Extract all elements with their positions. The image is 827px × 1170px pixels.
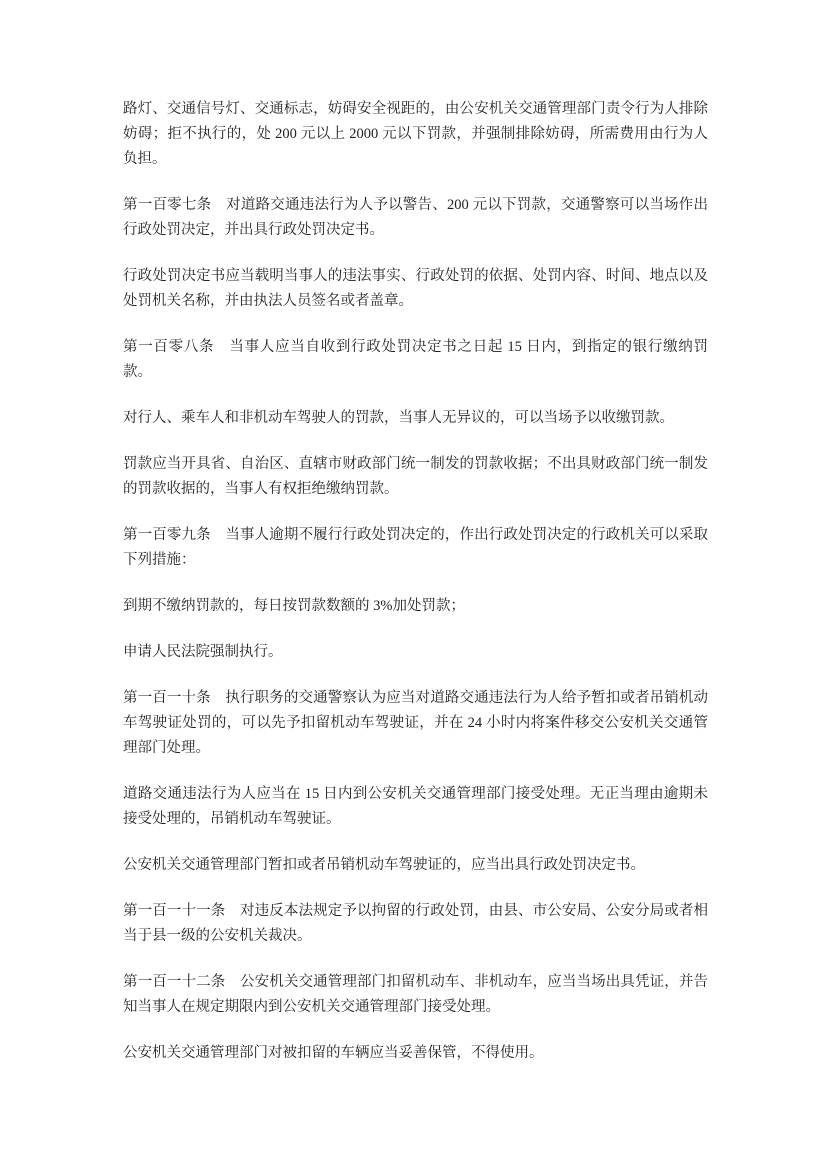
- law-article-112: 第一百一十二条 公安机关交通管理部门扣留机动车、非机动车，应当当场出具凭证，并告知当事人在规定期限内到公安机关交通管理部门接受处理。: [123, 974, 708, 1015]
- law-paragraph: 到期不缴纳罚款的，每日按罚款数额的 3%加处罚款；: [123, 598, 465, 614]
- law-article-108: 第一百零八条 当事人应当自收到行政处罚决定书之日起 15 日内，到指定的银行缴纳罚款。: [123, 339, 708, 380]
- law-paragraph: 路灯、交通信号灯、交通标志，妨碍安全视距的，由公安机关交通管理部门责令行为人排除妨碍；拒不执行的，处 200 元以上 2000 元以下罚款，并强制排除妨碍，所需费用由行为人负担。: [123, 101, 708, 167]
- document-body: [123, 97, 708, 1066]
- law-article-107: 第一百零七条 对道路交通违法行为人予以警告、200 元以下罚款，交通警察可以当场作出行政处罚决定，并出具行政处罚决定书。: [123, 197, 708, 238]
- law-paragraph: 公安机关交通管理部门暂扣或者吊销机动车驾驶证的，应当出具行政处罚决定书。: [123, 857, 645, 873]
- law-paragraph: 道路交通违法行为人应当在 15 日内到公安机关交通管理部门接受处理。无正当理由逾期未接受处理的，吊销机动车驾驶证。: [123, 786, 708, 827]
- law-article-110: 第一百一十条 执行职务的交通警察认为应当对道路交通违法行为人给予暂扣或者吊销机动车驾驶证处罚的，可以先予扣留机动车驾驶证，并在 24 小时内将案件移交公安机关交通管理部门处理。: [123, 690, 708, 756]
- law-paragraph: 罚款应当开具省、自治区、直辖市财政部门统一制发的罚款收据；不出具财政部门统一制发的罚款收据的，当事人有权拒绝缴纳罚款。: [123, 456, 708, 497]
- law-paragraph: 申请人民法院强制执行。: [123, 644, 283, 660]
- law-article-111: 第一百一十一条 对违反本法规定予以拘留的行政处罚，由县、市公安局、公安分局或者相当于县一级的公安机关裁决。: [123, 903, 708, 944]
- law-paragraph: 公安机关交通管理部门对被扣留的车辆应当妥善保管，不得使用。: [123, 1045, 544, 1061]
- law-paragraph: 对行人、乘车人和非机动车驾驶人的罚款，当事人无异议的，可以当场予以收缴罚款。: [123, 410, 674, 426]
- law-article-109: 第一百零九条 当事人逾期不履行行政处罚决定的，作出行政处罚决定的行政机关可以采取下列措施：: [123, 527, 708, 568]
- law-paragraph: 行政处罚决定书应当载明当事人的违法事实、行政处罚的依据、处罚内容、时间、地点以及处罚机关名称，并由执法人员签名或者盖章。: [123, 268, 708, 309]
